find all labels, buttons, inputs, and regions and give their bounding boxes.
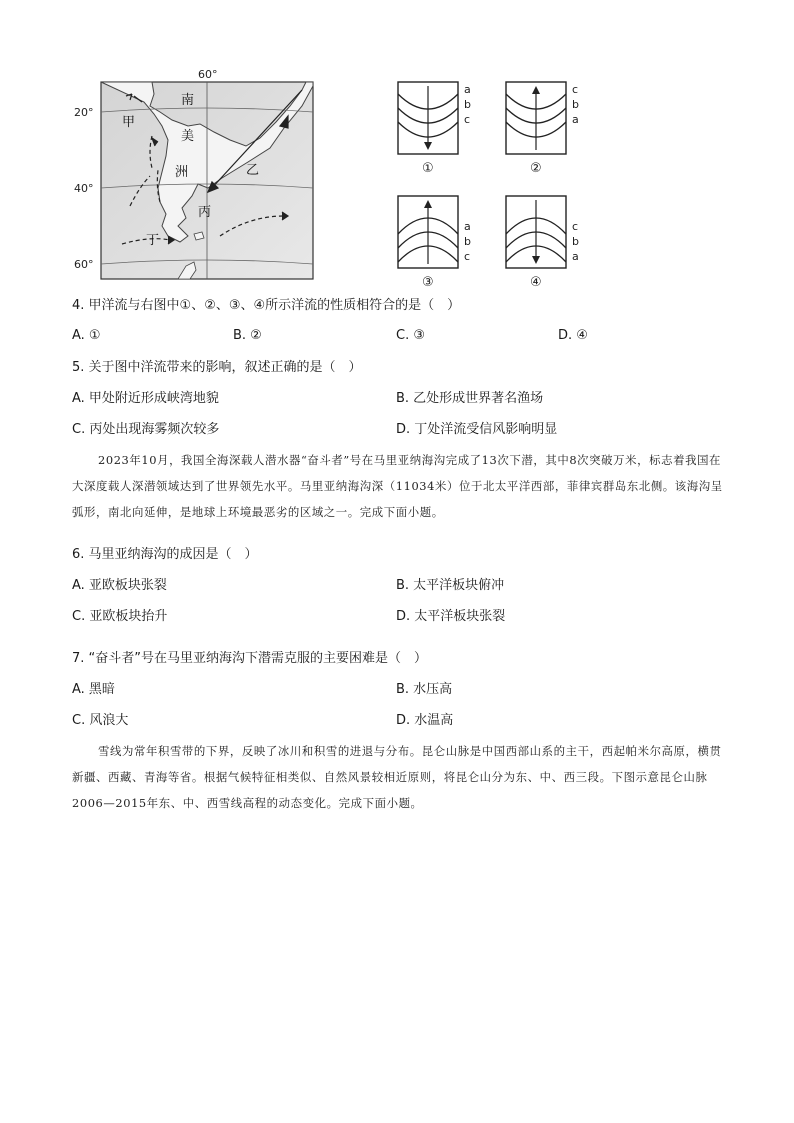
q7-option-b[interactable]: B. 水压高 [396,682,453,697]
q6-option-d[interactable]: D. 太平洋板块张裂 [396,609,506,624]
label-yi: 乙 [246,163,260,178]
question-6-stem: 6. 马里亚纳海沟的成因是（ ） [72,547,258,562]
diagram-caption: ④ [530,275,542,290]
isotherm-diagram-3 [396,194,486,290]
q6-option-c[interactable]: C. 亚欧板块抬升 [72,609,168,624]
q4-option-d[interactable]: D. ④ [558,328,588,343]
isotherm-label: c [464,113,471,126]
q7-option-a[interactable]: A. 黑暗 [72,682,115,697]
q5-option-c[interactable]: C. 丙处出现海雾频次较多 [72,422,220,437]
isotherm-label: a [572,113,579,126]
isotherm-label: b [464,98,471,111]
diagram-caption: ③ [422,275,434,290]
q6-option-b[interactable]: B. 太平洋板块俯冲 [396,578,505,593]
diagram-caption: ② [530,161,542,176]
q5-option-b[interactable]: B. 乙处形成世界著名渔场 [396,391,544,406]
q7-option-d[interactable]: D. 水温高 [396,713,454,728]
q4-option-a[interactable]: A. ① [72,328,101,343]
continent-char-3: 洲 [175,165,189,180]
diagram-caption: ① [422,161,434,176]
question-4-stem: 4. 甲洋流与右图中①、②、③、④所示洋流的性质相符合的是（ ） [72,298,461,313]
label-bing: 丙 [198,205,212,220]
q4-option-c[interactable]: C. ③ [396,328,425,343]
latitude-label-40: 40° [74,182,94,195]
passage-1-text: 2023年10月，我国全海深载人潜水器“奋斗者”号在马里亚纳海沟完成了13次下潜，其中8次突破万米，标志着我国在大深度载人深潜领域达到了世界领先水平。马里亚纳海沟深（11034米）位于北太平洋西部，菲律宾群岛东北侧。该海沟呈弧形，南北向延伸，是地球上环境最恶劣的区域之一。完成下面小题。 [72,453,723,519]
q5-option-a[interactable]: A. 甲处附近形成峡湾地貌 [72,391,219,406]
isotherm-label: c [572,83,579,96]
isotherm-label: b [464,235,471,248]
longitude-label: 60° [198,68,218,81]
ocean-current-map [70,66,320,286]
isotherm-label: b [572,235,579,248]
isotherm-label: a [572,250,579,263]
q4-option-b[interactable]: B. ② [233,328,262,343]
passage-2-text: 雪线为常年积雪带的下界，反映了冰川和积雪的进退与分布。昆仑山脉是中国西部山系的主干，西起帕米尔高原，横贯新疆、西藏、青海等省。根据气候特征相类似、自然风景较相近原则，将昆仑山分为东、中、西三段。下图示意昆仑山脉2006—2015年东、中、西雪线高程的动态变化。完成下面小题。 [72,744,722,810]
isotherm-label: b [572,98,579,111]
continent-char-2: 美 [181,129,195,144]
isotherm-label: c [572,220,579,233]
isotherm-diagram-1 [396,80,486,176]
q5-option-d[interactable]: D. 丁处洋流受信风影响明显 [396,422,558,437]
label-ding: 丁 [146,233,160,248]
isotherm-diagram-4 [504,194,594,290]
isotherm-label: c [464,250,471,263]
isotherm-label: a [464,220,471,233]
q7-option-c[interactable]: C. 风浪大 [72,713,129,728]
passage-snowline [72,738,724,816]
question-7-stem: 7. “奋斗者”号在马里亚纳海沟下潜需克服的主要困难是（ ） [72,651,428,666]
question-5-stem: 5. 关于图中洋流带来的影响，叙述正确的是（ ） [72,360,362,375]
isotherm-diagram-2 [504,80,594,176]
passage-marianas-trench [72,447,724,525]
latitude-label-20: 20° [74,106,94,119]
label-jia: 甲 [122,115,136,130]
continent-char-1: 南 [181,93,195,108]
isotherm-label: a [464,83,471,96]
latitude-label-60: 60° [74,258,94,271]
q6-option-a[interactable]: A. 亚欧板块张裂 [72,578,167,593]
